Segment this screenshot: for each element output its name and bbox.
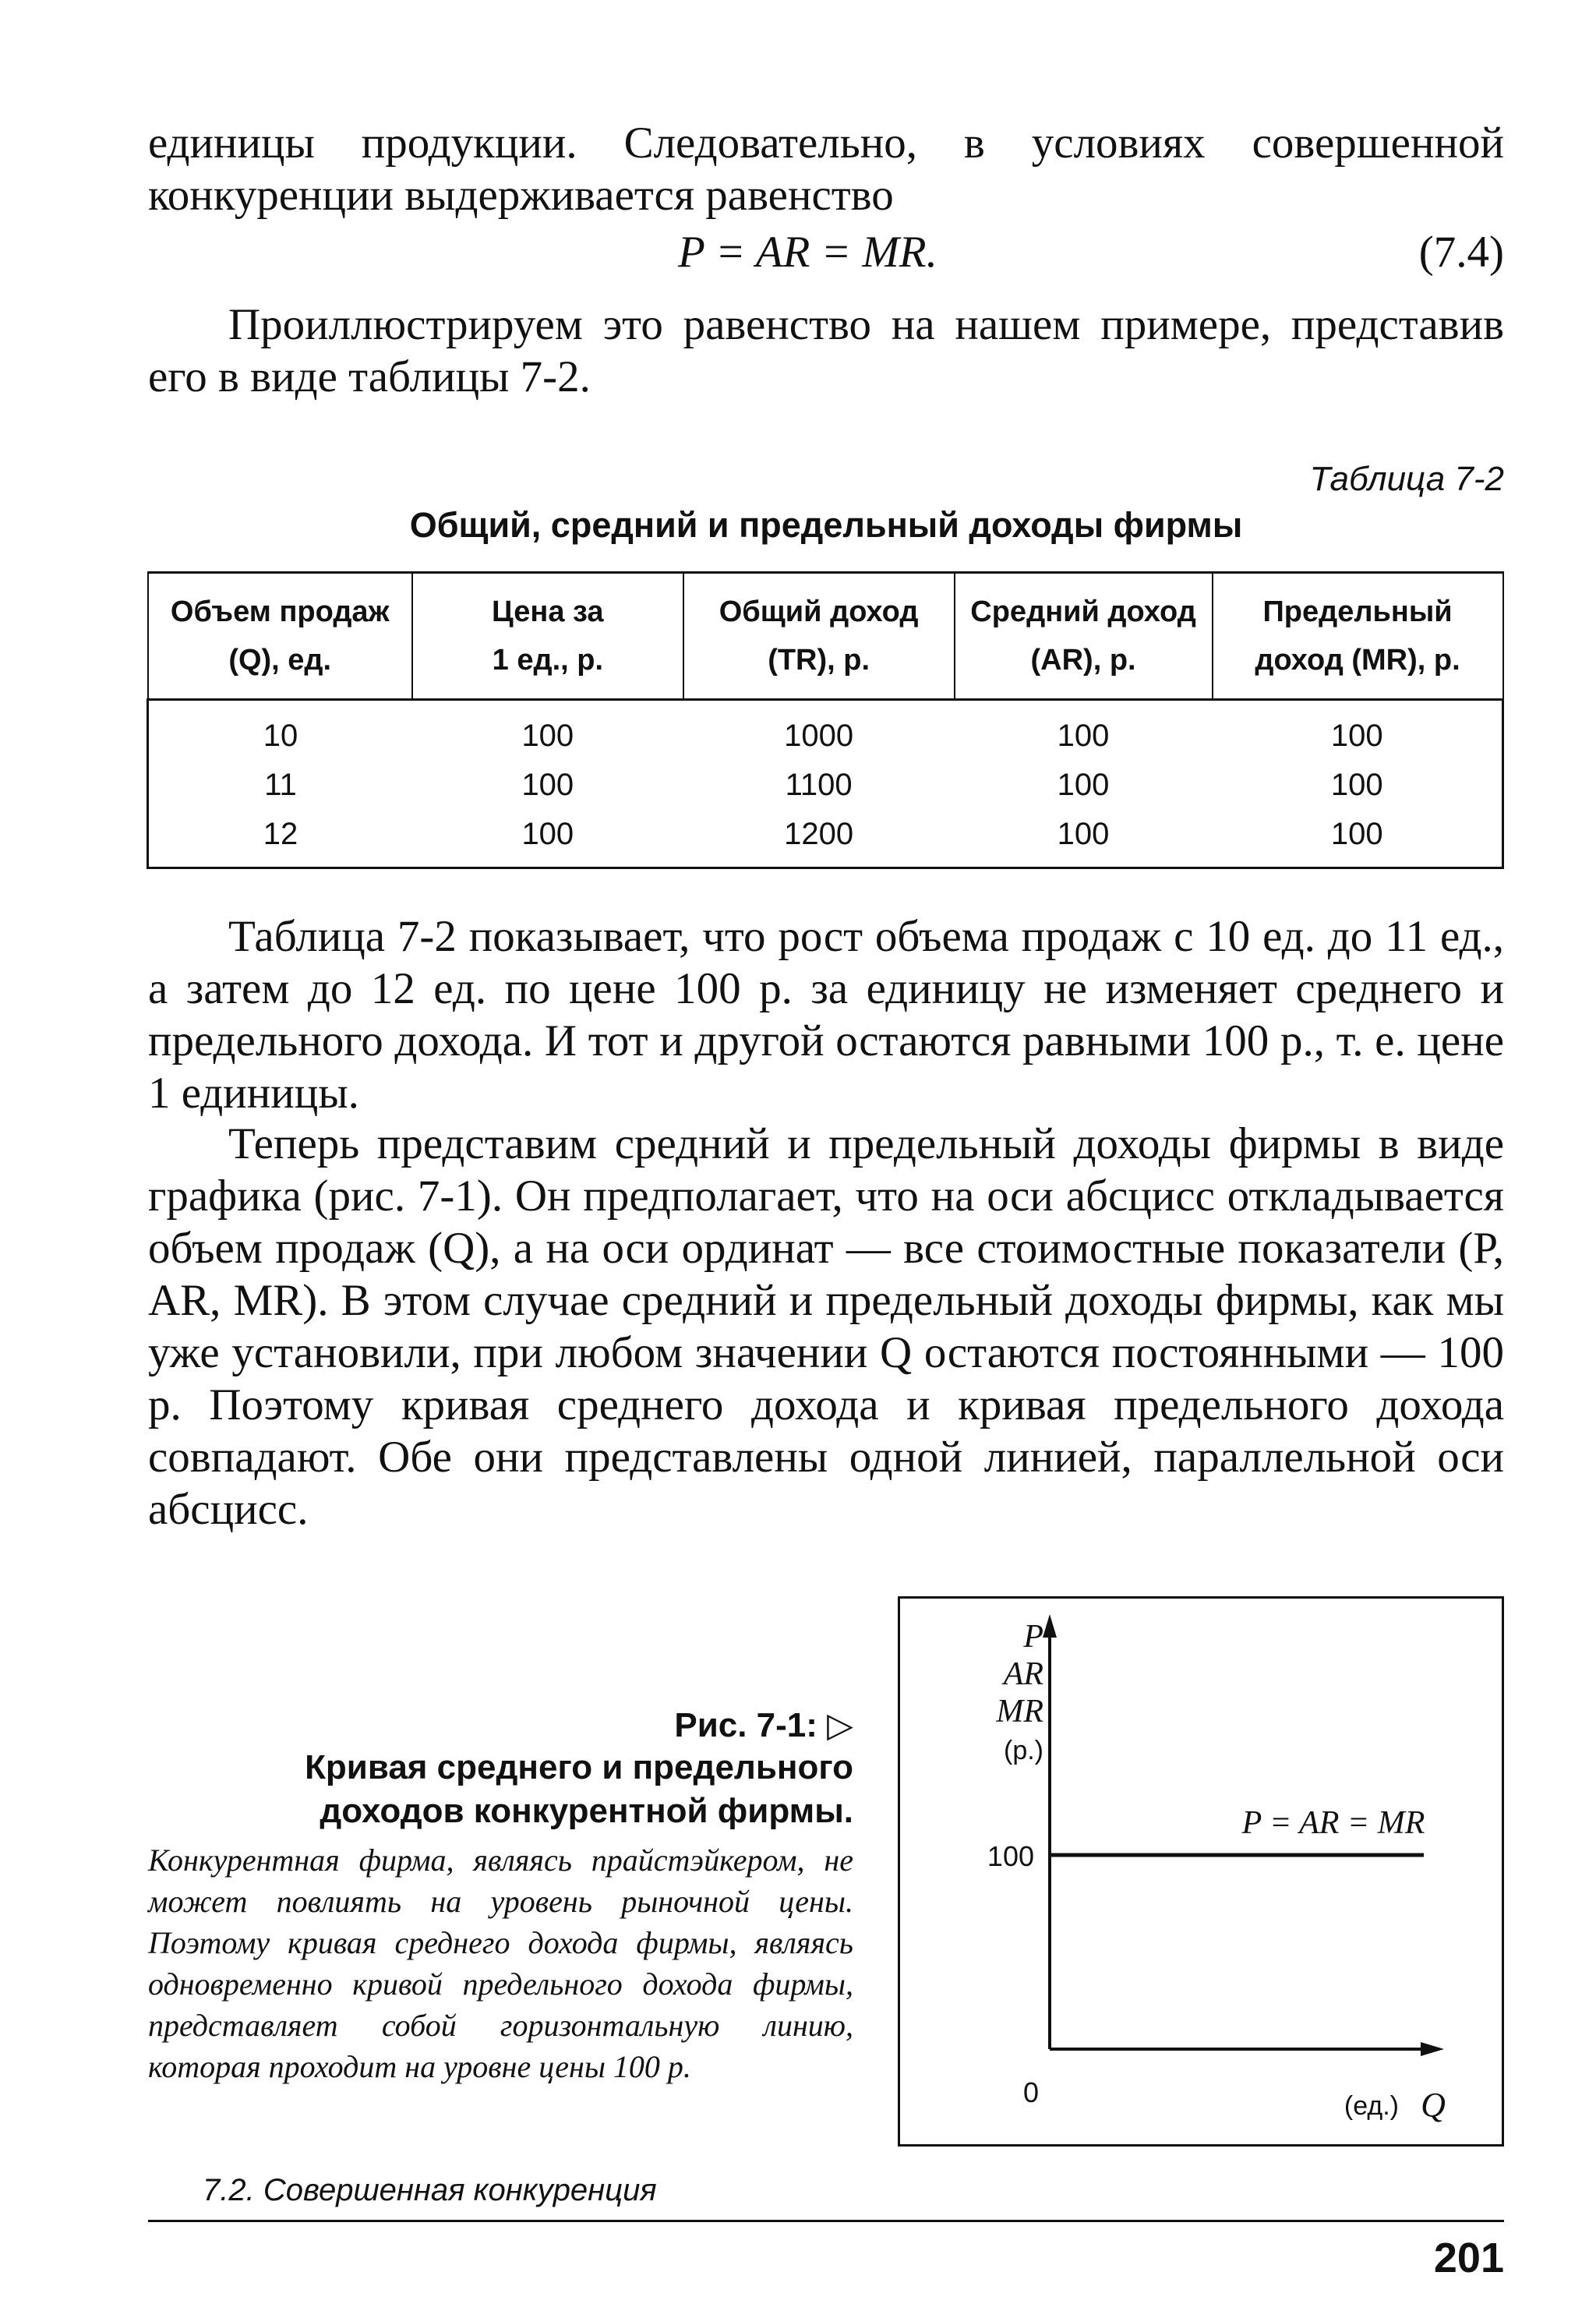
x-axis-label: Q [1421,2086,1446,2124]
table-row [148,810,1503,868]
table-cell: 100 [1330,768,1383,802]
table-cell: 1200 [784,817,854,851]
table-cell: 100 [521,719,574,753]
figure-title-line: доходов конкурентной фирмы. [320,1792,853,1830]
header-quantity: Объем продаж (Q), ед. [148,573,412,700]
y-tick-label: 100 [987,1840,1034,1872]
table-cell: 100 [521,768,574,802]
figure-title-line: Кривая среднего и предельного [305,1748,853,1786]
x-axis-arrow-icon [1421,2042,1444,2056]
table-cell: 1100 [785,768,853,802]
figure-description: Конкурентная фирма, являясь прайстэйкером, не может повлиять на уровень рыночной цены. Поэтому кривая среднего дохода фирмы, являясь одновременно кривой предельного дохода фирмы, представляет собой горизонтальную линию, которая проходит на уровне цены 100 р. [148,1843,853,2084]
table-cell: 10 [263,719,298,753]
table-cell: 1000 [784,719,854,753]
paragraph-table-explanation: Таблица 7-2 показывает, что рост объема продаж с 10 ед. до 11 ед., а затем до 12 ед. по цене 100 р. за единицу не изменяет среднего и предельного дохода. И тот и другой остаются равными 100 р., т. е. цене 1 единицы. [148,912,1504,1118]
table-header-row [148,573,1503,700]
table-cell: 12 [263,817,298,851]
chart-svg [900,1599,1502,2144]
table-row [148,700,1503,761]
table-cell: 100 [1330,817,1383,851]
header-price: Цена за 1 ед., р. [412,573,683,700]
y-axis-unit: (р.) [1004,1736,1043,1765]
y-axis-label: MR [996,1694,1043,1730]
x-axis-unit: (ед.) [1344,2091,1399,2121]
table-cell: 100 [1057,768,1110,802]
revenue-table [147,571,1504,869]
triangle-arrow-icon: ▷ [827,1706,853,1744]
header-average-revenue: Средний доход (AR), р. [955,573,1213,700]
table-row [148,761,1503,810]
figure-label [148,1705,853,1745]
header-marginal-revenue: Предельный доход (MR), р. [1213,573,1503,700]
equation-number: (7.4) [1418,228,1504,277]
table-cell: 100 [1057,719,1110,753]
figure-number: Рис. 7-1: [674,1706,817,1744]
figure-title [148,1746,853,1833]
origin-label: 0 [1022,2076,1039,2108]
header-total-revenue: Общий доход (TR), р. [683,573,955,700]
equation-7-4 [148,226,1504,281]
footer-rule [148,2220,1504,2222]
table-cell: 100 [521,817,574,851]
table-title: Общий, средний и предельный доходы фирмы [409,505,1243,545]
table-number: Таблица 7-2 [1309,460,1504,498]
table-cell: 11 [264,768,297,802]
paragraph-illustrate: Проиллюстрируем это равенство на нашем примере, представив его в виде таблицы 7-2. [148,300,1504,401]
paragraph-graph-explanation: Теперь представим средний и предельный доходы фирмы в виде графика (рис. 7-1). Он предполагает, что на оси абсцисс откладывается объем продаж (Q), а на оси ординат — все стоимостные показатели (P, AR, MR). В этом случае средний и предельный доходы фирмы, как мы уже установили, при любом значении Q остаются постоянными — 100 р. Поэтому кривая среднего дохода и кривая предельного дохода совпадают. Обе они представлены одной линией, параллельной оси абсцисс. [148,1119,1504,1534]
page-number: 201 [1433,2235,1504,2281]
revenue-chart [898,1596,1504,2147]
y-axis-label: P [1023,1619,1043,1655]
y-axis-label: AR [1003,1656,1043,1692]
table-cell: 100 [1330,719,1383,753]
running-head: 7.2. Совершенная конкуренция [203,2173,657,2207]
table-cell: 100 [1057,817,1110,851]
series-label: P = AR = MR [1241,1805,1425,1841]
equation-expression: P = AR = MR. [678,228,937,277]
intro-paragraph: единицы продукции. Следовательно, в условиях совершенной конкуренции выдерживается равенство [148,118,1504,220]
y-axis-arrow-icon [1043,1614,1057,1638]
